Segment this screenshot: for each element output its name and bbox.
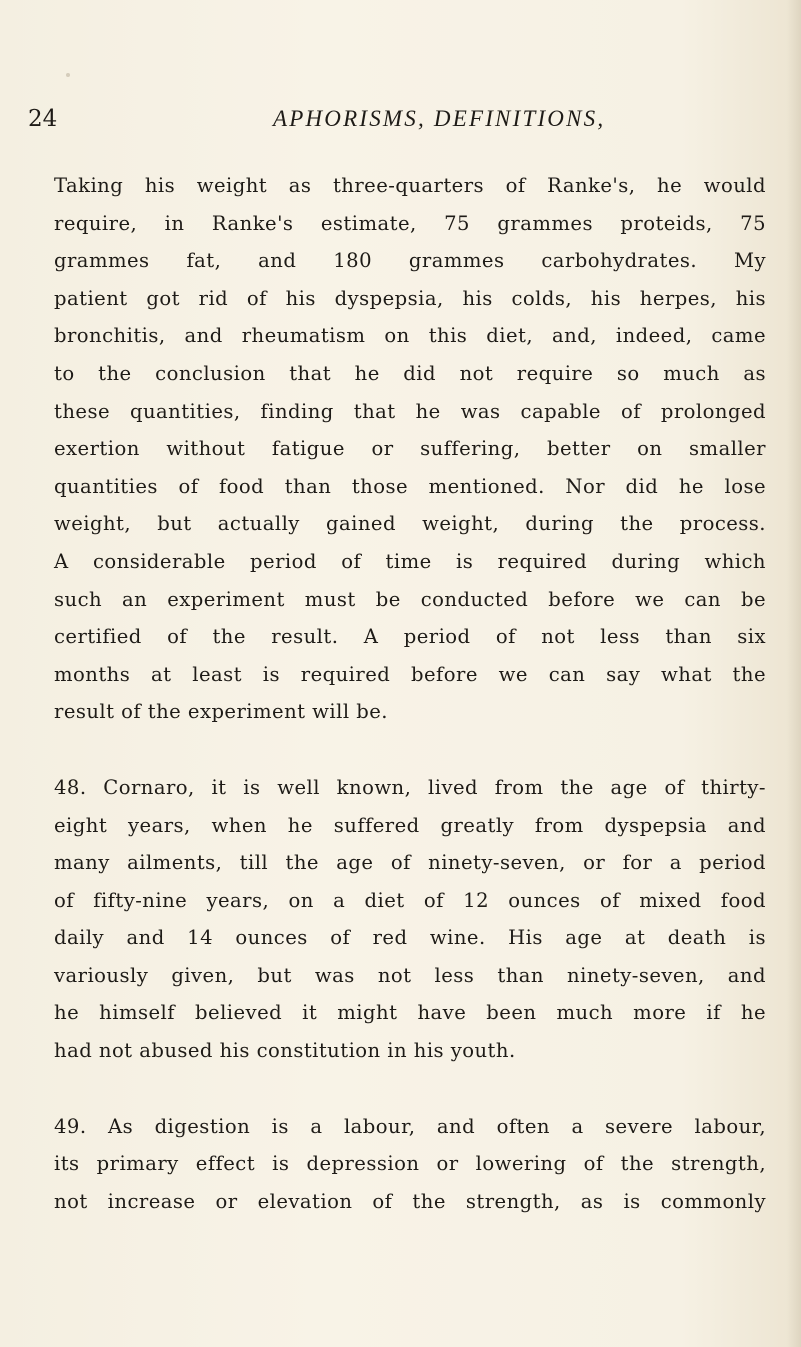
text-line: daily and 14 ounces of red wine. His age at death is	[54, 926, 766, 950]
text-line: variously given, but was not less than ninety-seven, and	[54, 963, 766, 987]
text-line: certified of the result. A period of not less than six	[54, 625, 766, 649]
page-header	[28, 106, 728, 142]
text-line: he himself believed it might have been much more if he	[54, 1001, 766, 1025]
text-line: bronchitis, and rheumatism on this diet, and, indeed, came	[54, 324, 766, 348]
paragraph-gap	[54, 1070, 766, 1108]
text-line: eight years, when he suffered greatly from dyspepsia and	[54, 813, 766, 837]
text-line: Taking his weight as three-quarters of Ranke's, he would	[54, 174, 766, 197]
page-number: 24	[28, 106, 58, 132]
text-line: 48. Cornaro, it is well known, lived from the age of thirty-	[54, 775, 766, 799]
text-line: require, in Ranke's estimate, 75 grammes proteids, 75	[54, 211, 766, 235]
text-line: 49. As digestion is a labour, and often a severe labour,	[54, 1114, 766, 1138]
paragraph-gap	[54, 731, 766, 769]
text-line: such an experiment must be conducted before we can be	[54, 587, 766, 611]
text-line: grammes fat, and 180 grammes carbohydrates. My	[54, 249, 766, 273]
text-line: many ailments, till the age of ninety-seven, or for a period	[54, 851, 766, 875]
paper-speck	[66, 73, 70, 77]
text-line: result of the experiment will be.	[54, 700, 388, 724]
text-line: patient got rid of his dyspepsia, his colds, his herpes, his	[54, 286, 766, 310]
text-line: its primary effect is depression or lowering of the strength,	[54, 1152, 766, 1176]
paragraph-49	[54, 1108, 766, 1221]
text-line: to the conclusion that he did not require so much as	[54, 361, 766, 385]
text-line: had not abused his constitution in his youth.	[54, 1039, 516, 1063]
text-line: these quantities, finding that he was capable of prolonged	[54, 399, 766, 423]
text-line: exertion without fatigue or suffering, better on smaller	[54, 437, 766, 461]
text-line: weight, but actually gained weight, during the process.	[54, 512, 766, 536]
text-line: months at least is required before we can say what the	[54, 662, 766, 686]
text-line: A considerable period of time is required during which	[54, 549, 766, 573]
page-edge-shadow	[787, 0, 801, 1347]
paragraph-continuation	[54, 167, 766, 731]
text-line: of fifty-nine years, on a diet of 12 ounces of mixed food	[54, 888, 766, 912]
text-line: quantities of food than those mentioned. Nor did he lose	[54, 474, 766, 498]
body-text	[54, 167, 766, 1220]
paragraph-48	[54, 769, 766, 1070]
text-line: not increase or elevation of the strength, as is commonly	[54, 1189, 766, 1213]
running-head: APHORISMS, DEFINITIONS,	[273, 106, 606, 131]
